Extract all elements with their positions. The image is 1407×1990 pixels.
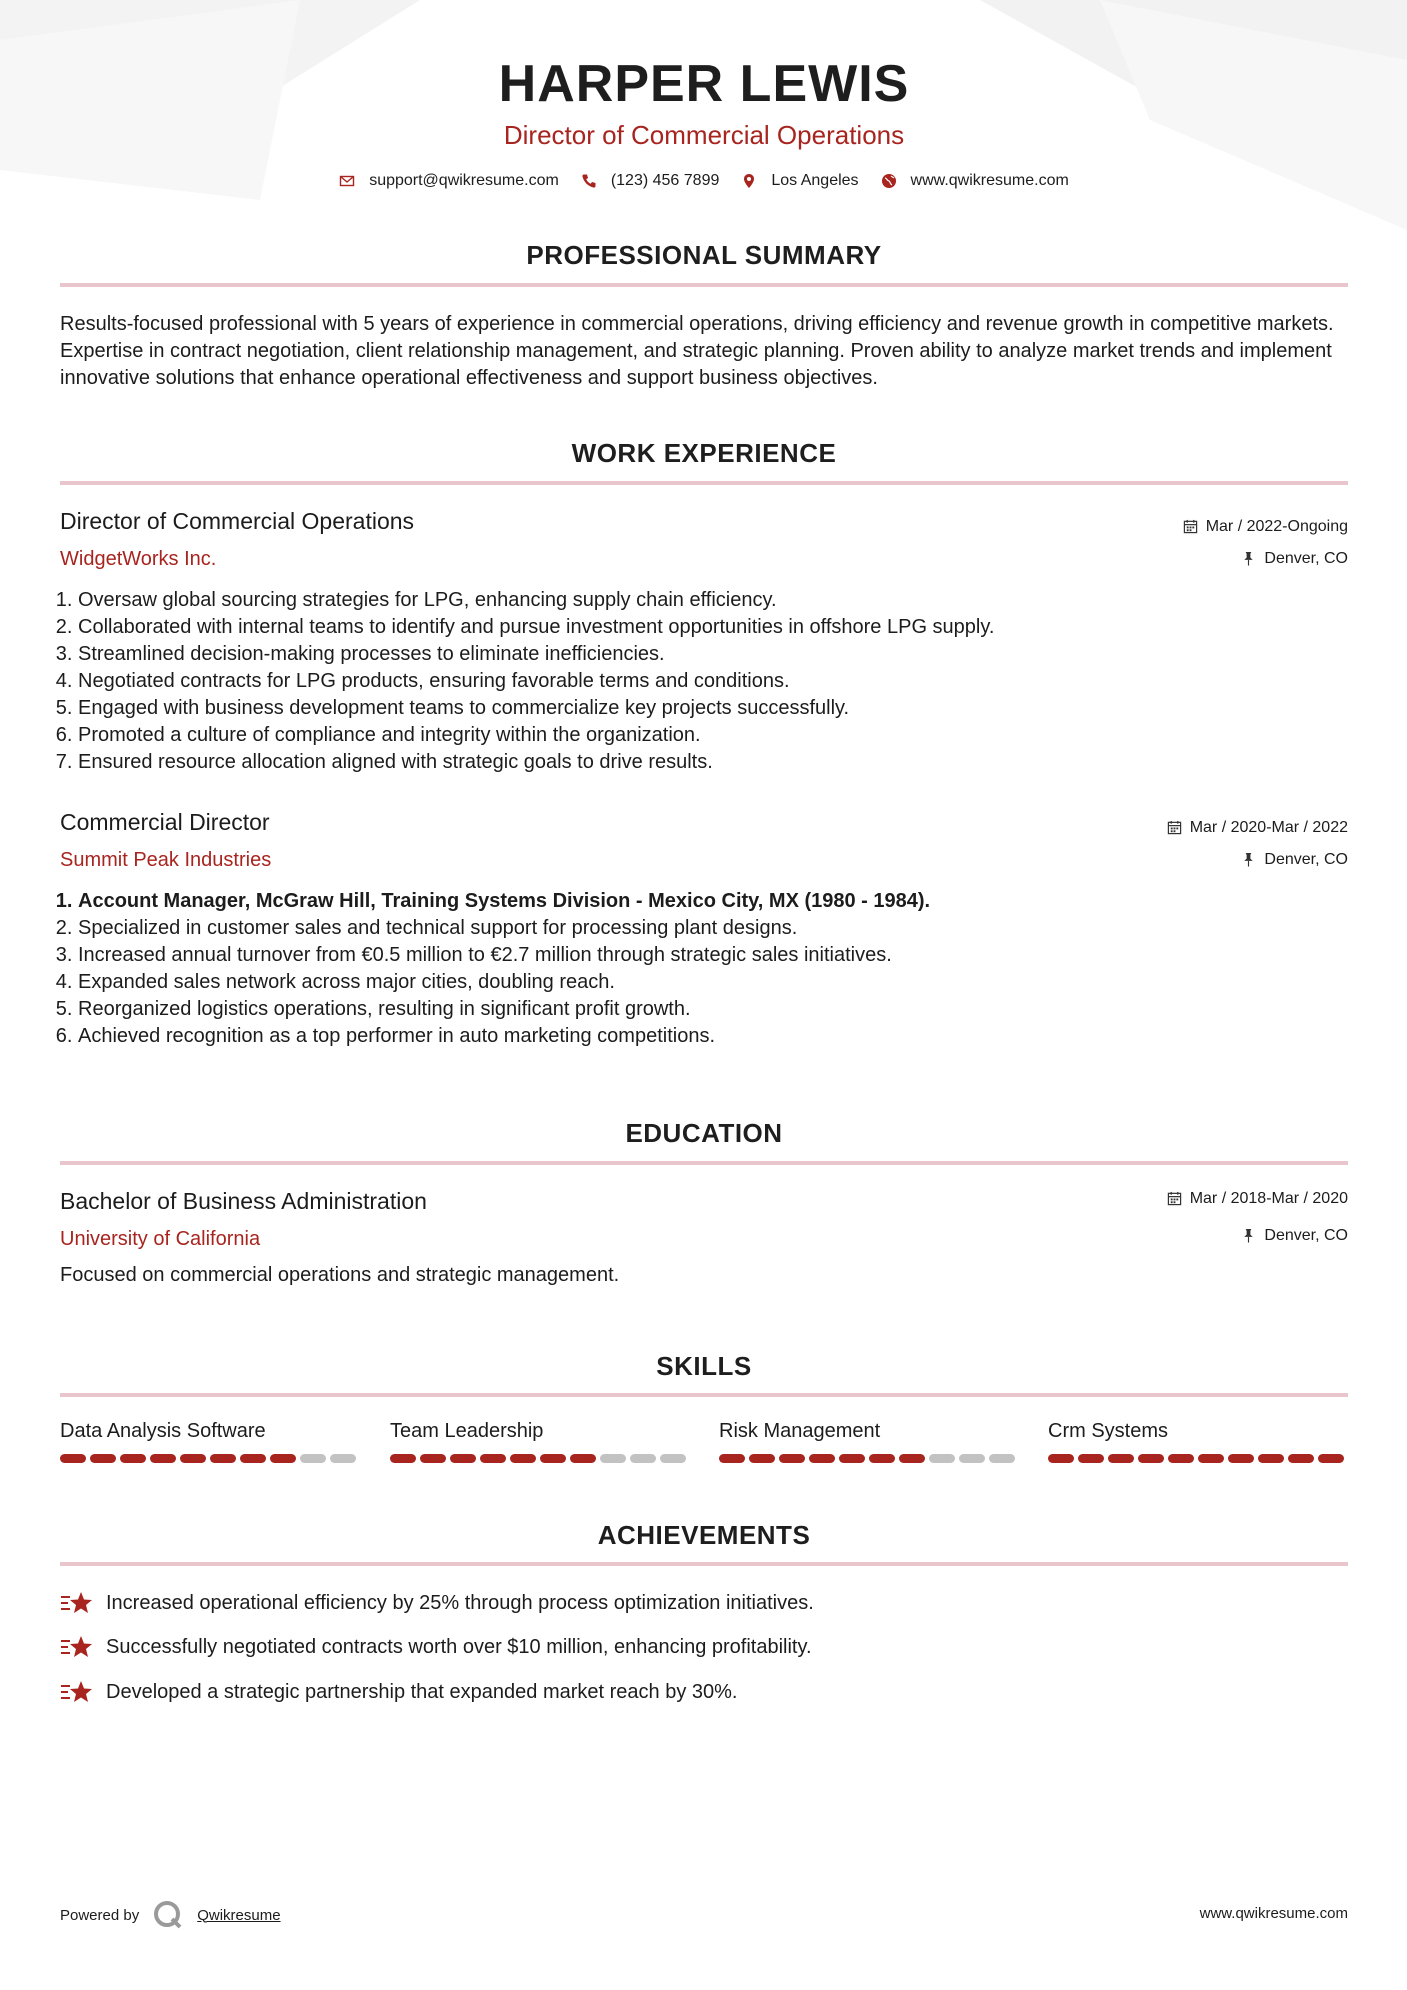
job-company: WidgetWorks Inc.	[60, 548, 217, 570]
qwikresume-logo-icon	[153, 1900, 183, 1930]
skill-level-bar	[60, 1454, 360, 1463]
job-dates-text: Mar / 2020-Mar / 2022	[1189, 819, 1348, 836]
education-dates	[1167, 1190, 1348, 1208]
achievements-heading: ACHIEVEMENTS	[597, 1520, 811, 1550]
skill-segment-filled	[480, 1454, 506, 1463]
skill-segment-filled	[150, 1454, 176, 1463]
email-text: support@qwikresume.com	[369, 172, 559, 189]
skill-segment-empty	[959, 1454, 985, 1463]
pushpin-icon	[1241, 1228, 1256, 1243]
skill-segment-filled	[1228, 1454, 1254, 1463]
skill-segment-filled	[510, 1454, 536, 1463]
job-title: Director of Commercial Operations	[60, 508, 415, 534]
job-bullet: 4. Negotiated contracts for LPG products, ensuring favorable terms and conditions.	[78, 668, 1366, 695]
skill-segment-filled	[1048, 1454, 1074, 1463]
achievements-divider	[60, 1562, 1348, 1566]
job-bullets	[60, 888, 1366, 1050]
job-bullet: 4. Expanded sales network across major cities, doubling reach.	[78, 969, 1366, 996]
skill-segment-filled	[1108, 1454, 1134, 1463]
skill-item	[390, 1420, 690, 1463]
job-dates-text: Mar / 2022-Ongoing	[1205, 518, 1348, 535]
skill-segment-filled	[390, 1454, 416, 1463]
skill-segment-empty	[300, 1454, 326, 1463]
skill-segment-filled	[1198, 1454, 1224, 1463]
footer-website[interactable]: www.qwikresume.com	[1199, 1905, 1348, 1922]
skills-list	[60, 1420, 1348, 1480]
pushpin-icon	[1241, 852, 1256, 867]
skill-segment-filled	[240, 1454, 266, 1463]
skill-segment-empty	[330, 1454, 356, 1463]
skill-segment-filled	[120, 1454, 146, 1463]
job-bullet: 5. Engaged with business development teams to commercialize key projects successfully.	[78, 695, 1366, 722]
contact-location	[741, 172, 858, 190]
skill-segment-empty	[630, 1454, 656, 1463]
skill-segment-filled	[60, 1454, 86, 1463]
school-name: University of California	[60, 1228, 261, 1250]
location-text: Los Angeles	[771, 172, 859, 189]
calendar-icon	[1183, 519, 1198, 534]
skill-segment-filled	[570, 1454, 596, 1463]
skill-segment-filled	[899, 1454, 925, 1463]
education-heading: EDUCATION	[625, 1118, 783, 1148]
education-divider	[60, 1161, 1348, 1165]
contact-website[interactable]	[881, 172, 1069, 190]
website-text: www.qwikresume.com	[910, 172, 1069, 189]
envelope-icon	[339, 173, 355, 189]
skill-item	[719, 1420, 1019, 1463]
summary-heading: PROFESSIONAL SUMMARY	[526, 240, 882, 270]
achievement-item	[60, 1634, 812, 1660]
skill-segment-filled	[540, 1454, 566, 1463]
globe-icon	[881, 173, 897, 189]
skill-segment-filled	[779, 1454, 805, 1463]
skill-level-bar	[719, 1454, 1019, 1463]
skill-level-bar	[390, 1454, 690, 1463]
job-title: Commercial Director	[60, 809, 270, 835]
skill-name: Data Analysis Software	[60, 1420, 266, 1442]
skill-segment-filled	[839, 1454, 865, 1463]
job-bullet: 1. Account Manager, McGraw Hill, Training Systems Division - Mexico City, MX (1980 - 1984).	[78, 888, 1366, 915]
job-bullet: 6. Promoted a culture of compliance and integrity within the organization.	[78, 722, 1366, 749]
skill-segment-filled	[719, 1454, 745, 1463]
achievement-item	[60, 1679, 737, 1705]
job-bullet: 3. Streamlined decision-making processes to eliminate inefficiencies.	[78, 641, 1366, 668]
pushpin-icon	[1241, 551, 1256, 566]
skill-segment-filled	[420, 1454, 446, 1463]
job-location	[1241, 851, 1348, 869]
skill-level-bar	[1048, 1454, 1348, 1463]
skill-segment-filled	[1138, 1454, 1164, 1463]
footer-powered-by	[60, 1900, 281, 1930]
experience-heading: WORK EXPERIENCE	[571, 438, 837, 468]
candidate-name: HARPER LEWIS	[498, 55, 910, 113]
contact-phone[interactable]	[581, 172, 720, 190]
skill-segment-filled	[450, 1454, 476, 1463]
job-location	[1241, 550, 1348, 568]
qwikresume-link[interactable]: Qwikresume	[197, 1906, 281, 1924]
job-bullet: 7. Ensured resource allocation aligned with strategic goals to drive results.	[78, 749, 1366, 776]
calendar-icon	[1167, 1191, 1182, 1206]
skill-segment-filled	[1168, 1454, 1194, 1463]
job-bullet: 2. Specialized in customer sales and technical support for processing plant designs.	[78, 915, 1366, 942]
skill-item	[1048, 1420, 1348, 1463]
job-location-text: Denver, CO	[1264, 550, 1348, 567]
skill-segment-empty	[989, 1454, 1015, 1463]
job-bullet: 6. Achieved recognition as a top performer in auto marketing competitions.	[78, 1023, 1366, 1050]
experience-divider	[60, 481, 1348, 485]
contact-row	[60, 172, 1348, 190]
achievement-text: Developed a strategic partnership that expanded market reach by 30%.	[106, 1680, 738, 1703]
skill-segment-filled	[1318, 1454, 1344, 1463]
achievement-text: Successfully negotiated contracts worth over $10 million, enhancing profitability.	[106, 1635, 812, 1658]
skill-segment-filled	[270, 1454, 296, 1463]
degree-title: Bachelor of Business Administration	[60, 1188, 427, 1214]
skill-segment-filled	[749, 1454, 775, 1463]
powered-by-label: Powered by	[60, 1906, 140, 1924]
achievement-item	[60, 1590, 814, 1616]
job-bullet: 5. Reorganized logistics operations, resulting in significant profit growth.	[78, 996, 1366, 1023]
skill-segment-filled	[180, 1454, 206, 1463]
skill-segment-filled	[90, 1454, 116, 1463]
education-description: Focused on commercial operations and strategic management.	[60, 1264, 620, 1286]
job-dates	[1183, 518, 1348, 536]
skills-heading: SKILLS	[656, 1351, 752, 1381]
skill-segment-filled	[1258, 1454, 1284, 1463]
star-badge-icon	[60, 1679, 94, 1705]
skills-divider	[60, 1393, 1348, 1397]
skill-name: Crm Systems	[1048, 1420, 1168, 1442]
skill-name: Team Leadership	[390, 1420, 544, 1442]
map-pin-icon	[741, 173, 757, 189]
summary-divider	[60, 283, 1348, 287]
skill-segment-filled	[1288, 1454, 1314, 1463]
skill-segment-filled	[809, 1454, 835, 1463]
star-badge-icon	[60, 1634, 94, 1660]
phone-text: (123) 456 7899	[610, 172, 720, 189]
skill-segment-filled	[1078, 1454, 1104, 1463]
job-dates	[1167, 819, 1348, 837]
job-company: Summit Peak Industries	[60, 849, 272, 871]
job-location-text: Denver, CO	[1264, 851, 1348, 868]
contact-email[interactable]	[339, 172, 559, 190]
phone-icon	[581, 173, 597, 189]
achievement-text: Increased operational efficiency by 25% through process optimization initiatives.	[106, 1591, 814, 1614]
skill-segment-empty	[929, 1454, 955, 1463]
job-bullet: 3. Increased annual turnover from €0.5 million to €2.7 million through strategic sales initiatives.	[78, 942, 1366, 969]
candidate-title: Director of Commercial Operations	[503, 120, 905, 150]
calendar-icon	[1167, 820, 1182, 835]
job-bullet: 1. Oversaw global sourcing strategies for LPG, enhancing supply chain efficiency.	[78, 587, 1366, 614]
skill-name: Risk Management	[719, 1420, 881, 1442]
job-bullets	[60, 587, 1366, 776]
job-bullet: 2. Collaborated with internal teams to identify and pursue investment opportunities in offshore LPG supply.	[78, 614, 1366, 641]
skill-segment-empty	[600, 1454, 626, 1463]
skill-segment-filled	[210, 1454, 236, 1463]
skill-item	[60, 1420, 360, 1463]
skill-segment-filled	[869, 1454, 895, 1463]
summary-text: Results-focused professional with 5 years of experience in commercial operations, driving efficiency and revenue growth in competitive markets. Expertise in contract negotiation, client relationship management, and strategic planning. Proven ability to analyze market trends and implement innovative solutions that enhance operational effectiveness and support business objectives.	[60, 313, 1334, 389]
star-badge-icon	[60, 1590, 94, 1616]
skill-segment-empty	[660, 1454, 686, 1463]
education-location-text: Denver, CO	[1264, 1227, 1348, 1244]
education-dates-text: Mar / 2018-Mar / 2020	[1189, 1190, 1348, 1207]
education-location	[1241, 1227, 1348, 1245]
